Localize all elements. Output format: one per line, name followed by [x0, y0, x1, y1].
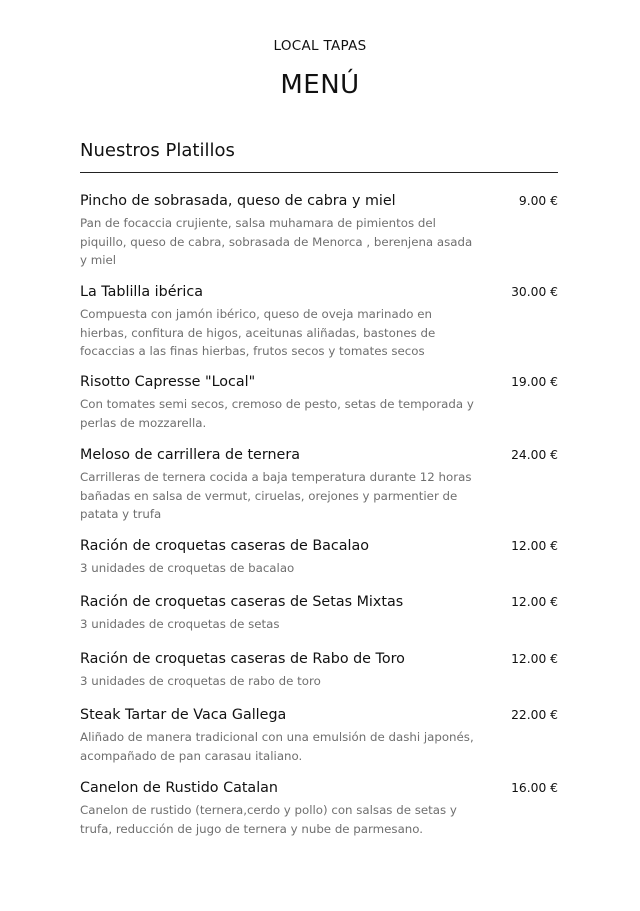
item-description: Canelon de rustido (ternera,cerdo y pollo) con salsas de setas y trufa, reducción de jugo de ternera y nube de parmesano. [80, 803, 457, 836]
section-divider [80, 172, 558, 173]
item-name: Ración de croquetas caseras de Bacalao [80, 538, 370, 554]
item-price: 16.00 € [511, 781, 558, 795]
item-price: 12.00 € [511, 652, 558, 666]
item-description: Pan de focaccia crujiente, salsa muhamara de pimientos del piquillo, queso de cabra, sobrasada de Menorca , berenjena asada y miel [80, 216, 473, 267]
item-name: Meloso de carrillera de ternera [80, 447, 300, 463]
item-price: 19.00 € [511, 375, 558, 389]
item-name: Ración de croquetas caseras de Setas Mixtas [80, 594, 404, 610]
item-name: La Tablilla ibérica [80, 284, 203, 300]
item-price: 12.00 € [511, 539, 558, 553]
item-price: 22.00 € [511, 708, 558, 722]
item-description: Carrilleras de ternera cocida a baja temperatura durante 12 horas bañadas en salsa de vermut, ciruelas, orejones y parmentier de patata y trufa [80, 470, 472, 521]
item-description: Aliñado de manera tradicional con una emulsión de dashi japonés, acompañado de pan carasau italiano. [80, 730, 474, 763]
item-name: Ración de croquetas caseras de Rabo de Toro [80, 651, 405, 667]
item-name: Risotto Capresse "Local" [80, 374, 256, 390]
restaurant-name: LOCAL TAPAS [273, 38, 367, 54]
item-description: Con tomates semi secos, cremoso de pesto, setas de temporada y perlas de mozzarella. [80, 397, 474, 430]
item-name: Canelon de Rustido Catalan [80, 780, 278, 796]
item-description: 3 unidades de croquetas de setas [80, 617, 280, 631]
item-description: 3 unidades de croquetas de bacalao [80, 561, 295, 575]
item-price: 12.00 € [511, 595, 558, 609]
item-price: 24.00 € [511, 448, 558, 462]
item-price: 30.00 € [511, 285, 558, 299]
item-name: Steak Tartar de Vaca Gallega [80, 707, 287, 723]
item-description: 3 unidades de croquetas de rabo de toro [80, 674, 321, 688]
item-name: Pincho de sobrasada, queso de cabra y miel [80, 193, 396, 209]
item-price: 9.00 € [518, 194, 558, 208]
item-description: Compuesta con jamón ibérico, queso de oveja marinado en hierbas, confitura de higos, aceitunas aliñadas, bastones de focaccias a las finas hierbas, frutos secos y tomates secos [80, 307, 436, 358]
menu-title: MENÚ [280, 70, 360, 100]
section-heading: Nuestros Platillos [80, 140, 235, 161]
